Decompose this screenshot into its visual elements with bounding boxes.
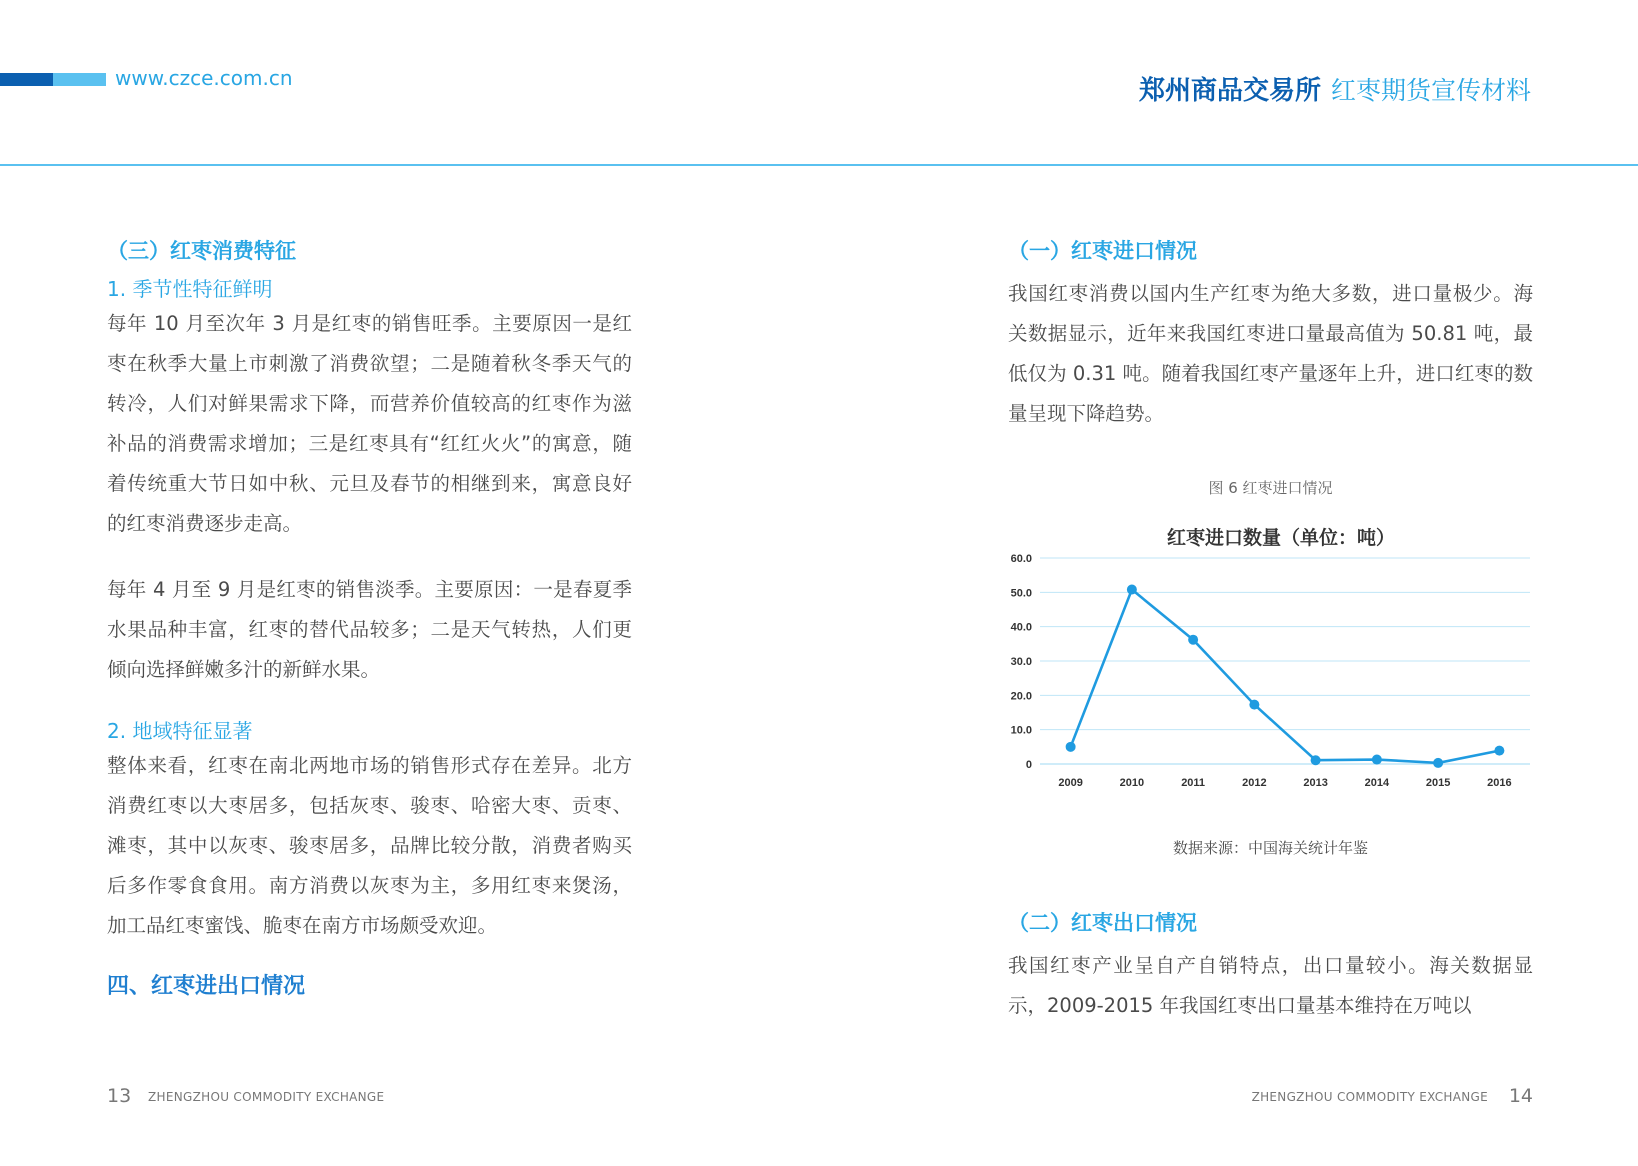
x-tick-label: 2010 <box>1119 777 1145 789</box>
brand-title <box>1139 70 1531 107</box>
y-tick-label: 30.0 <box>1010 656 1032 668</box>
x-tick-label: 2016 <box>1487 777 1512 789</box>
header-divider <box>0 164 1638 166</box>
data-point <box>1249 700 1259 710</box>
paragraph-import: 我国红枣消费以国内生产红枣为绝大多数，进口量极少。海关数据显示，近年来我国红枣进口量最高值为 50.81 吨，最低仅为 0.31 吨。随着我国红枣产量逐年上升，进口红枣的数量呈现下降趋势。 <box>1008 282 1533 425</box>
data-point <box>1311 755 1321 765</box>
footer-text-right: ZHENGZHOU COMMODITY EXCHANGE <box>1251 1090 1488 1104</box>
y-tick-label: 0 <box>1025 759 1032 771</box>
paragraph-off-season: 每年 4 月至 9 月是红枣的销售淡季。主要原因：一是春夏季水果品种丰富，红枣的替代品较多；二是天气转热，人们更倾向选择鲜嫩多汁的新鲜水果。 <box>107 578 632 681</box>
section-title-consumption: （三）红枣消费特征 <box>107 239 296 263</box>
y-tick-label: 20.0 <box>1010 690 1032 703</box>
data-point <box>1372 755 1382 765</box>
page-number-left: 13 <box>107 1085 132 1107</box>
series-line <box>1071 590 1500 763</box>
paragraph-regional: 整体来看，红枣在南北两地市场的销售形式存在差异。北方消费红枣以大枣居多，包括灰枣、骏枣、哈密大枣、贡枣、滩枣，其中以灰枣、骏枣居多，品牌比较分散，消费者购买后多作零食食用。南方消费以灰枣为主，多用红枣来煲汤，加工品红枣蜜饯、脆枣在南方市场颇受欢迎。 <box>107 754 632 937</box>
brand-subtitle: 红枣期货宣传材料 <box>1330 76 1531 105</box>
brand-main-title: 郑州商品交易所 <box>1138 76 1321 106</box>
y-tick-label: 60.0 <box>1010 553 1032 565</box>
x-tick-label: 2014 <box>1364 777 1390 789</box>
x-tick-label: 2009 <box>1058 777 1083 789</box>
data-point <box>1494 746 1504 756</box>
section-title-export: （二）红枣出口情况 <box>1008 911 1197 935</box>
chart-title: 红枣进口数量（单位：吨） <box>1166 527 1396 549</box>
figure-caption: 图 6 红枣进口情况 <box>1208 479 1333 497</box>
x-tick-label: 2015 <box>1425 777 1451 789</box>
x-tick-label: 2011 <box>1181 777 1206 789</box>
import-line-chart <box>995 520 1540 830</box>
page-number-right: 14 <box>1508 1085 1533 1107</box>
main-heading-import-export: 四、红枣进出口情况 <box>107 974 306 999</box>
right-column-top <box>1008 236 1533 434</box>
y-tick-label: 40.0 <box>1010 621 1032 634</box>
footer-text-left: ZHENGZHOU COMMODITY EXCHANGE <box>148 1090 385 1104</box>
paragraph-peak-season: 每年 10 月至次年 3 月是红枣的销售旺季。主要原因一是红枣在秋季大量上市刺激了消费欲望；二是随着秋冬季天气的转冷，人们对鲜果需求下降，而营养价值较高的红枣作为滋补品的消费需求增加；三是红枣具有“红红火火”的寓意，随着传统重大节日如中秋、元旦及春节的相继到来，寓意良好的红枣消费逐步走高。 <box>107 312 632 535</box>
x-tick-label: 2013 <box>1303 777 1328 789</box>
header-accent-bar-light <box>53 73 106 86</box>
data-point <box>1127 585 1137 595</box>
subheading-regional: 2. 地域特征显著 <box>107 719 253 743</box>
website-link[interactable]: www.czce.com.cn <box>115 66 293 90</box>
right-column-bottom <box>1008 908 1533 1026</box>
subheading-seasonal: 1. 季节性特征鲜明 <box>107 277 273 301</box>
section-title-import: （一）红枣进口情况 <box>1008 239 1197 263</box>
y-tick-label: 10.0 <box>1010 724 1032 737</box>
x-tick-label: 2012 <box>1242 777 1267 789</box>
data-point <box>1188 635 1198 645</box>
data-point <box>1433 758 1443 768</box>
y-tick-label: 50.0 <box>1010 587 1032 600</box>
data-source-note: 数据来源：中国海关统计年鉴 <box>1172 839 1368 857</box>
header-accent-bar-dark <box>0 73 53 86</box>
left-column <box>107 236 632 1002</box>
data-point <box>1066 742 1076 752</box>
paragraph-export: 我国红枣产业呈自产自销特点，出口量较小。海关数据显示，2009-2015 年我国红枣出口量基本维持在万吨以 <box>1008 954 1533 1017</box>
